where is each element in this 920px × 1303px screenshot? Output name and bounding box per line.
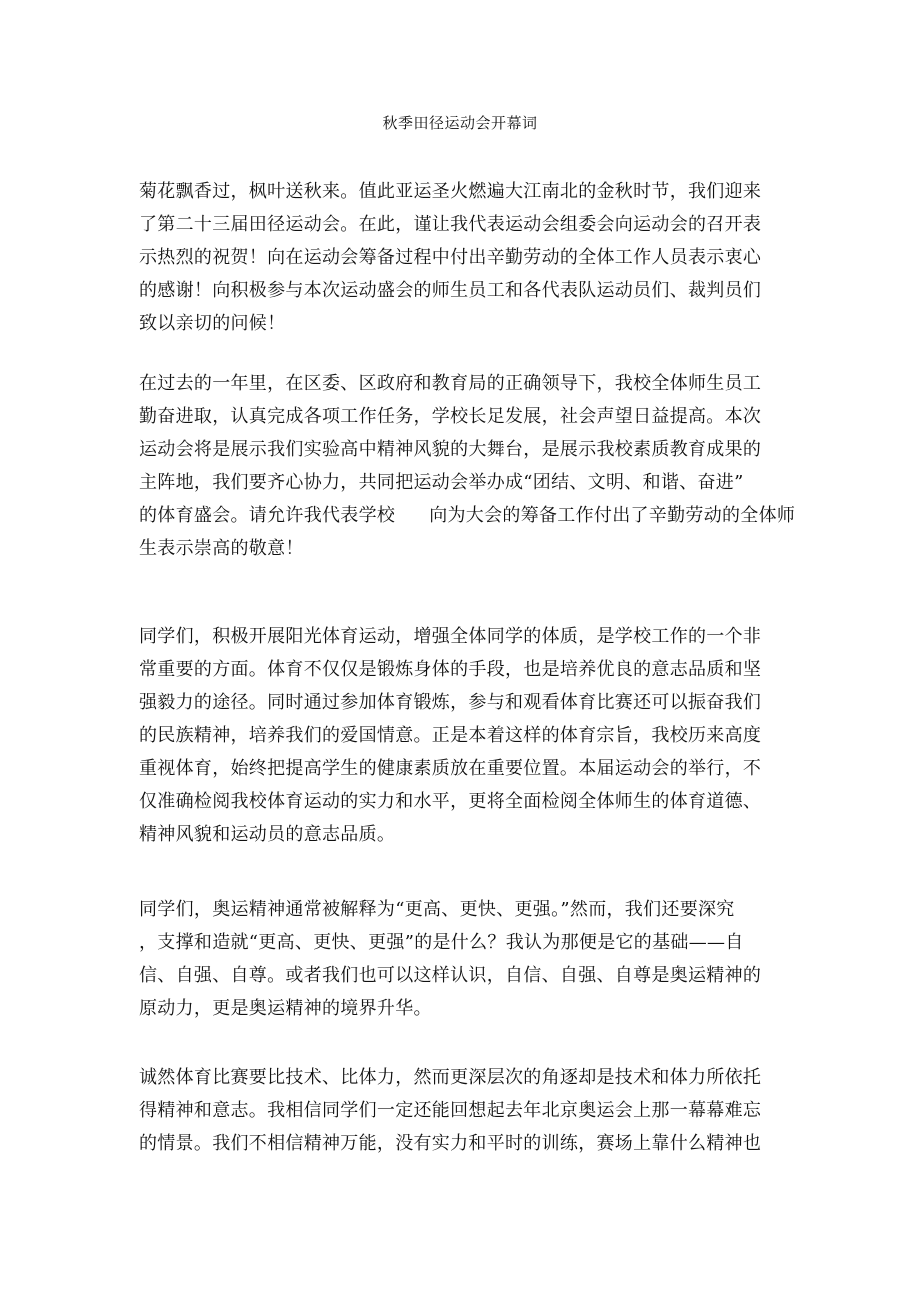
text-line: 主阵地，我们要齐心协力，共同把运动会举办成“团结、文明、和谐、奋进” [139,472,744,493]
text-line-split [139,499,795,532]
document-title: 秋季田径运动会开幕词 [382,114,538,132]
paragraph-3 [139,620,761,851]
text-line: 同学们，奥运精神通常被解释为“更高、更快、更强。”然而，我们还要深究 [139,899,735,920]
text-line: 示热烈的祝贺！向在运动会筹备过程中付出辛勤劳动的全体工作人员表示衷心 [139,247,762,268]
paragraph-2 [139,367,795,565]
text-line: 了第二十三届田径运动会。在此，谨让我代表运动会组委会向运动会的召开表 [139,214,762,235]
text-line: 精神风貌和运动员的意志品质。 [139,824,396,845]
text-line: 强毅力的途径。同时通过参加体育锻炼，参与和观看体育比赛还可以振奋我们 [139,692,762,713]
text-line: 诚然体育比赛要比技术、比体力，然而更深层次的角逐却是技术和体力所依托 [139,1067,762,1088]
text-segment-after-gap: 向为大会的筹备工作付出了辛勤劳动的全体师 [429,505,796,526]
text-line: 的民族精神，培养我们的爱国情意。正是本着这样的体育宗旨，我校历来高度 [139,725,762,746]
text-line: 原动力，更是奥运精神的境界升华。 [139,998,432,1019]
text-line: 的感谢！向积极参与本次运动盛会的师生员工和各代表队运动员们、裁判员们 [139,280,762,301]
text-segment-before-gap: 的体育盛会。请允许我代表学校 [139,505,396,526]
text-line: 勤奋进取，认真完成各项工作任务，学校长足发展，社会声望日益提高。本次 [139,406,762,427]
text-line: 致以亲切的问候！ [139,313,286,334]
text-line: 运动会将是展示我们实验高中精神风貌的大舞台，是展示我校素质教育成果的 [139,439,762,460]
text-line: ，支撑和造就“更高、更快、更强”的是什么？我认为那便是它的基础——自 [139,932,744,953]
text-line: 生表示崇高的敬意！ [139,538,304,559]
text-line: 信、自强、自尊。或者我们也可以这样认识，自信、自强、自尊是奥运精神的 [139,965,762,986]
paragraph-4 [139,893,761,1025]
paragraph-5 [139,1061,761,1160]
text-line: 菊花飘香过，枫叶送秋来。值此亚运圣火燃遍大江南北的金秋时节，我们迎来 [139,181,762,202]
text-line: 重视体育，始终把提高学生的健康素质放在重要位置。本届运动会的举行，不 [139,758,762,779]
paragraph-1 [139,175,761,340]
text-line: 仅准确检阅我校体育运动的实力和水平，更将全面检阅全体师生的体育道德、 [139,791,762,812]
text-line: 在过去的一年里，在区委、区政府和教育局的正确领导下，我校全体师生员工 [139,373,762,394]
text-line: 常重要的方面。体育不仅仅是锻炼身体的手段，也是培养优良的意志品质和坚 [139,659,762,680]
text-line: 的情景。我们不相信精神万能，没有实力和平时的训练，赛场上靠什么精神也 [139,1133,762,1154]
text-line: 同学们，积极开展阳光体育运动，增强全体同学的体质，是学校工作的一个非 [139,626,762,647]
text-line: 得精神和意志。我相信同学们一定还能回想起去年北京奥运会上那一幕幕难忘 [139,1100,762,1121]
